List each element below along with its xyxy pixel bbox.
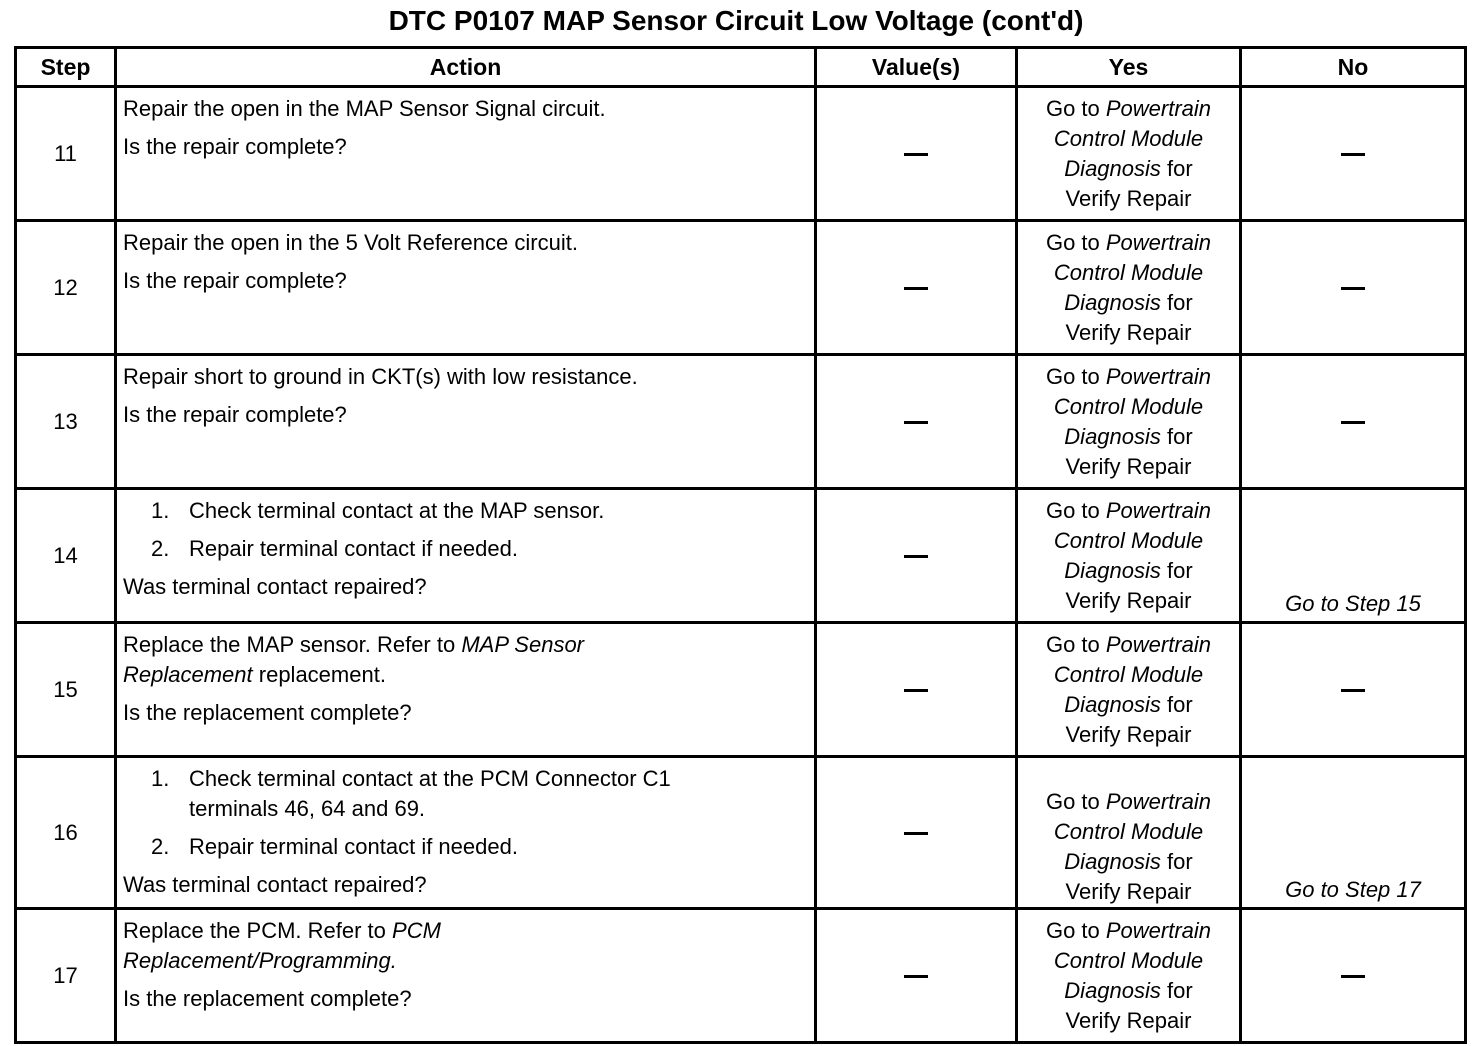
link-powertrain[interactable]: Powertrain: [1105, 917, 1212, 943]
yes-cell: Go to Powertrain Control Module Diagnosis for Verify Repair: [1017, 909, 1241, 1043]
action-cell: [116, 87, 816, 221]
yes-cell: Go to Powertrain Control Module Diagnosis for Verify Repair: [1017, 623, 1241, 757]
header-yes: Yes: [1017, 48, 1241, 87]
link-control-module[interactable]: Control Module: [1053, 125, 1204, 151]
action-cell: [116, 355, 816, 489]
link-diagnosis[interactable]: Diagnosis: [1064, 155, 1161, 181]
numbered-item: 1. Check terminal contact at the MAP sensor.: [151, 498, 605, 523]
action-text: Repair short to ground in CKT(s) with low resistance.: [123, 364, 638, 389]
link-control-module[interactable]: Control Module: [1053, 661, 1204, 687]
link-powertrain[interactable]: Powertrain: [1105, 229, 1212, 255]
yes-cell: Go to Powertrain Control Module Diagnosis for Verify Repair: [1017, 87, 1241, 221]
step-number: 12: [16, 221, 116, 355]
action-question: Is the repair complete?: [123, 402, 347, 427]
empty-dash: [904, 689, 928, 692]
link-replacement[interactable]: Replacement: [123, 662, 253, 687]
yes-cell: Go to Powertrain Control Module Diagnosis for Verify Repair: [1017, 221, 1241, 355]
empty-dash: [1341, 153, 1365, 156]
action-text: Repair the open in the MAP Sensor Signal circuit.: [123, 96, 606, 121]
link-replacement-programming[interactable]: Replacement/Programming.: [123, 948, 397, 973]
empty-dash: [904, 975, 928, 978]
action-question: Is the replacement complete?: [123, 700, 412, 725]
step-number: 14: [16, 489, 116, 623]
goto-step-15-link[interactable]: Go to Step 15: [1285, 591, 1421, 616]
diagnostic-table: [14, 46, 1467, 1044]
link-diagnosis[interactable]: Diagnosis: [1064, 691, 1161, 717]
goto-step-17-link[interactable]: Go to Step 17: [1285, 877, 1421, 902]
action-text: Replace the PCM. Refer to PCM: [123, 918, 441, 943]
link-map-sensor[interactable]: MAP Sensor: [461, 632, 585, 657]
header-values: Value(s): [816, 48, 1017, 87]
step-number: 15: [16, 623, 116, 757]
action-question: Was terminal contact repaired?: [123, 872, 427, 897]
action-cell: [116, 489, 816, 623]
numbered-item: 2. Repair terminal contact if needed.: [151, 834, 518, 859]
value-cell: [816, 221, 1017, 355]
table-row: [16, 221, 1466, 355]
no-cell: [1241, 909, 1466, 1043]
action-question: Is the repair complete?: [123, 268, 347, 293]
table-row: [16, 355, 1466, 489]
no-cell: [1241, 757, 1466, 909]
link-powertrain[interactable]: Powertrain: [1105, 789, 1212, 814]
empty-dash: [904, 832, 928, 835]
action-question: Was terminal contact repaired?: [123, 574, 427, 599]
action-cell: [116, 623, 816, 757]
no-cell: [1241, 623, 1466, 757]
action-text: Repair the open in the 5 Volt Reference circuit.: [123, 230, 578, 255]
link-control-module[interactable]: Control Module: [1053, 527, 1204, 553]
empty-dash: [1341, 421, 1365, 424]
page-title: DTC P0107 MAP Sensor Circuit Low Voltage (cont'd): [388, 5, 1084, 36]
numbered-item: 1. Check terminal contact at the PCM Connector C1: [151, 766, 671, 791]
value-cell: [816, 623, 1017, 757]
numbered-item: 2. Repair terminal contact if needed.: [151, 536, 518, 561]
step-number: 13: [16, 355, 116, 489]
yes-cell: Go to Powertrain Control Module Diagnosis for Verify Repair: [1017, 757, 1241, 909]
value-cell: [816, 909, 1017, 1043]
action-text: Replacement replacement.: [123, 662, 386, 687]
action-text: [123, 946, 808, 976]
step-number: 11: [16, 87, 116, 221]
action-cell: [116, 909, 816, 1043]
link-powertrain[interactable]: Powertrain: [1105, 631, 1212, 657]
yes-cell: Go to Powertrain Control Module Diagnosis for Verify Repair: [1017, 355, 1241, 489]
link-powertrain[interactable]: Powertrain: [1105, 363, 1212, 389]
header-action: Action: [116, 48, 816, 87]
action-question: Is the replacement complete?: [123, 986, 412, 1011]
link-powertrain[interactable]: Powertrain: [1105, 497, 1212, 523]
step-number: 16: [16, 757, 116, 909]
no-cell: [1241, 489, 1466, 623]
link-diagnosis[interactable]: Diagnosis: [1064, 423, 1161, 449]
empty-dash: [904, 287, 928, 290]
empty-dash: [1341, 689, 1365, 692]
no-cell: [1241, 355, 1466, 489]
empty-dash: [904, 421, 928, 424]
no-cell: [1241, 221, 1466, 355]
table-row: [16, 623, 1466, 757]
action-text: Replace the MAP sensor. Refer to MAP Sensor: [123, 632, 585, 657]
yes-cell: Go to Powertrain Control Module Diagnosis for Verify Repair: [1017, 489, 1241, 623]
value-cell: [816, 87, 1017, 221]
numbered-item-continuation: terminals 46, 64 and 69.: [189, 796, 426, 821]
header-no: No: [1241, 48, 1466, 87]
table-header-row: [16, 48, 1466, 87]
empty-dash: [904, 555, 928, 558]
link-control-module[interactable]: Control Module: [1053, 393, 1204, 419]
empty-dash: [904, 153, 928, 156]
table-row: [16, 87, 1466, 221]
table-row: [16, 757, 1466, 909]
link-diagnosis[interactable]: Diagnosis: [1064, 977, 1161, 1003]
table-row: [16, 909, 1466, 1043]
value-cell: [816, 489, 1017, 623]
link-control-module[interactable]: Control Module: [1053, 947, 1204, 973]
link-diagnosis[interactable]: Diagnosis: [1064, 557, 1161, 583]
link-pcm[interactable]: PCM: [392, 918, 441, 943]
link-diagnosis[interactable]: Diagnosis: [1064, 849, 1161, 874]
action-cell: [116, 221, 816, 355]
header-step: Step: [16, 48, 116, 87]
link-powertrain[interactable]: Powertrain: [1105, 95, 1212, 121]
empty-dash: [1341, 287, 1365, 290]
action-question: Is the repair complete?: [123, 134, 347, 159]
link-control-module[interactable]: Control Module: [1053, 819, 1204, 844]
step-number: 17: [16, 909, 116, 1043]
table-row: [16, 489, 1466, 623]
link-diagnosis[interactable]: Diagnosis: [1064, 289, 1161, 315]
no-cell: [1241, 87, 1466, 221]
action-cell: [116, 757, 816, 909]
value-cell: [816, 757, 1017, 909]
value-cell: [816, 355, 1017, 489]
link-control-module[interactable]: Control Module: [1053, 259, 1204, 285]
empty-dash: [1341, 975, 1365, 978]
